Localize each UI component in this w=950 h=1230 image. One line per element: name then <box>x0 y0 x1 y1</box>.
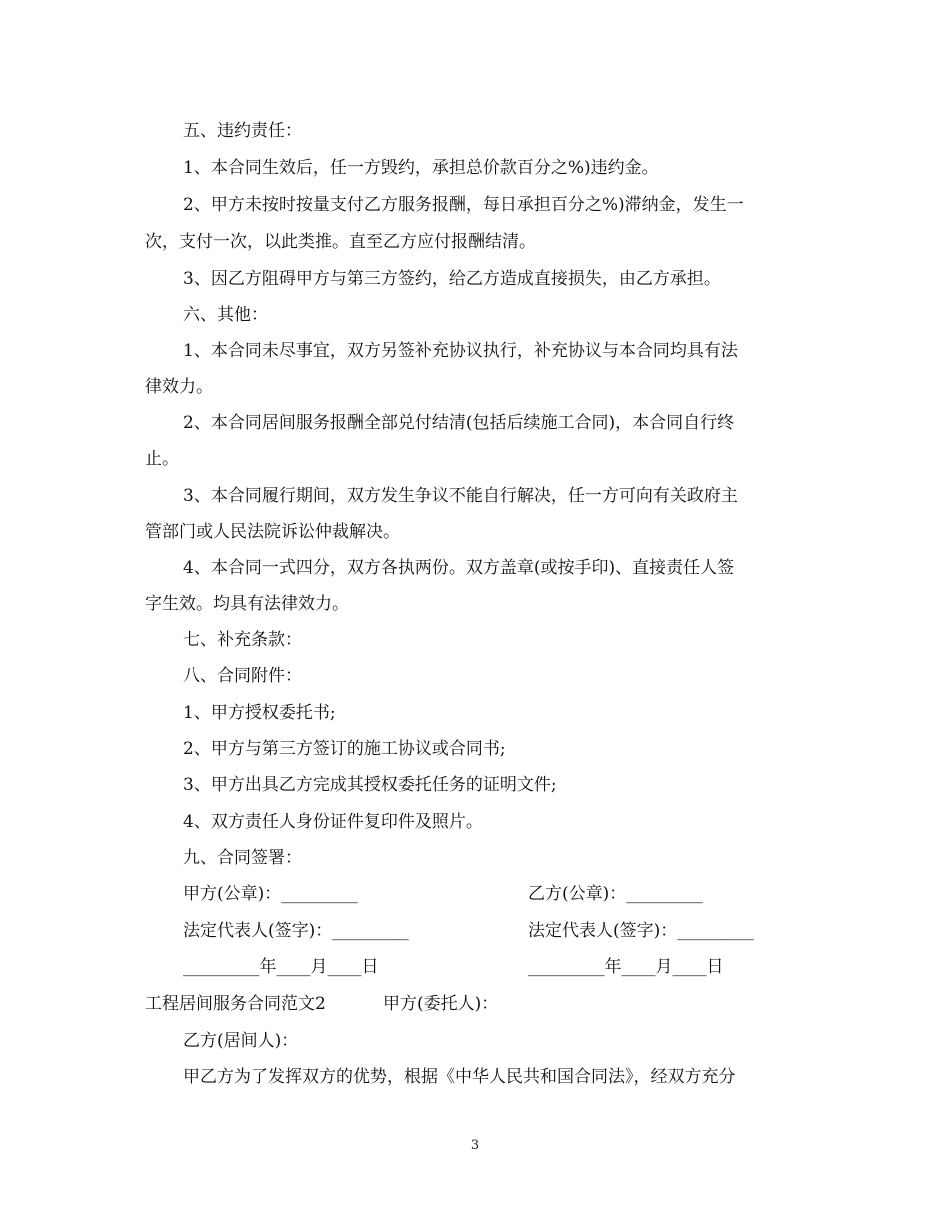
section-6-item-2-line-2: 止。 <box>145 449 179 469</box>
section-5-item-1: 1、本合同生效后，任一方毁约，承担总价款百分之%)违约金。 <box>183 158 659 178</box>
party-b-seal-line: 乙方(公章)：_________ <box>528 884 703 904</box>
party-a-seal-line: 甲方(公章)：_________ <box>183 884 358 904</box>
party-a-representative-line: 法定代表人(签字)：_________ <box>183 921 409 941</box>
section-8-heading: 八、合同附件： <box>183 666 302 686</box>
section-6-item-1-line-2: 律效力。 <box>145 377 213 397</box>
next-contract-party-a: 甲方(委托人)： <box>383 994 499 1014</box>
section-8-item-4: 4、双方责任人身份证件复印件及照片。 <box>183 812 483 832</box>
section-6-item-3-line-1: 3、本合同履行期间，双方发生争议不能自行解决，任一方可向有关政府主 <box>183 486 738 506</box>
section-8-item-3: 3、甲方出具乙方完成其授权委托任务的证明文件; <box>183 775 557 795</box>
section-6-heading: 六、其他： <box>183 305 268 325</box>
section-7-heading: 七、补充条款： <box>183 630 302 650</box>
party-a-date-line: _________年____月____日 <box>183 957 379 977</box>
section-8-item-1: 1、甲方授权委托书; <box>183 703 336 723</box>
section-6-item-4-line-1: 4、本合同一式四分，双方各执两份。双方盖章(或按手印)、直接责任人签 <box>183 558 735 578</box>
section-8-item-2: 2、甲方与第三方签订的施工协议或合同书; <box>183 739 506 759</box>
section-5-item-2-line-1: 2、甲方未按时按量支付乙方服务报酬，每日承担百分之%)滞纳金，发生一 <box>183 195 744 215</box>
section-5-item-2-line-2: 次，支付一次，以此类推。直至乙方应付报酬结清。 <box>145 232 536 252</box>
next-contract-title: 工程居间服务合同范文2 <box>145 994 326 1014</box>
section-9-heading: 九、合同签署： <box>183 848 302 868</box>
section-6-item-4-line-2: 字生效。均具有法律效力。 <box>145 594 349 614</box>
section-6-item-1-line-1: 1、本合同未尽事宜，双方另签补充协议执行，补充协议与本合同均具有法 <box>183 341 738 361</box>
party-b-date-line: _________年____月____日 <box>528 957 724 977</box>
party-b-representative-line: 法定代表人(签字)：_________ <box>528 921 754 941</box>
page-number: 3 <box>470 1138 480 1153</box>
section-5-heading: 五、违约责任： <box>183 121 302 141</box>
next-contract-party-b: 乙方(居间人)： <box>183 1031 299 1051</box>
section-6-item-2-line-1: 2、本合同居间服务报酬全部兑付结清(包括后续施工合同)，本合同自行终 <box>183 413 735 433</box>
section-5-item-3: 3、因乙方阻碍甲方与第三方签约，给乙方造成直接损失，由乙方承担。 <box>183 269 721 289</box>
section-6-item-3-line-2: 管部门或人民法院诉讼仲裁解决。 <box>145 522 400 542</box>
next-contract-intro: 甲乙方为了发挥双方的优势，根据《中华人民共和国合同法》，经双方充分 <box>183 1067 736 1087</box>
